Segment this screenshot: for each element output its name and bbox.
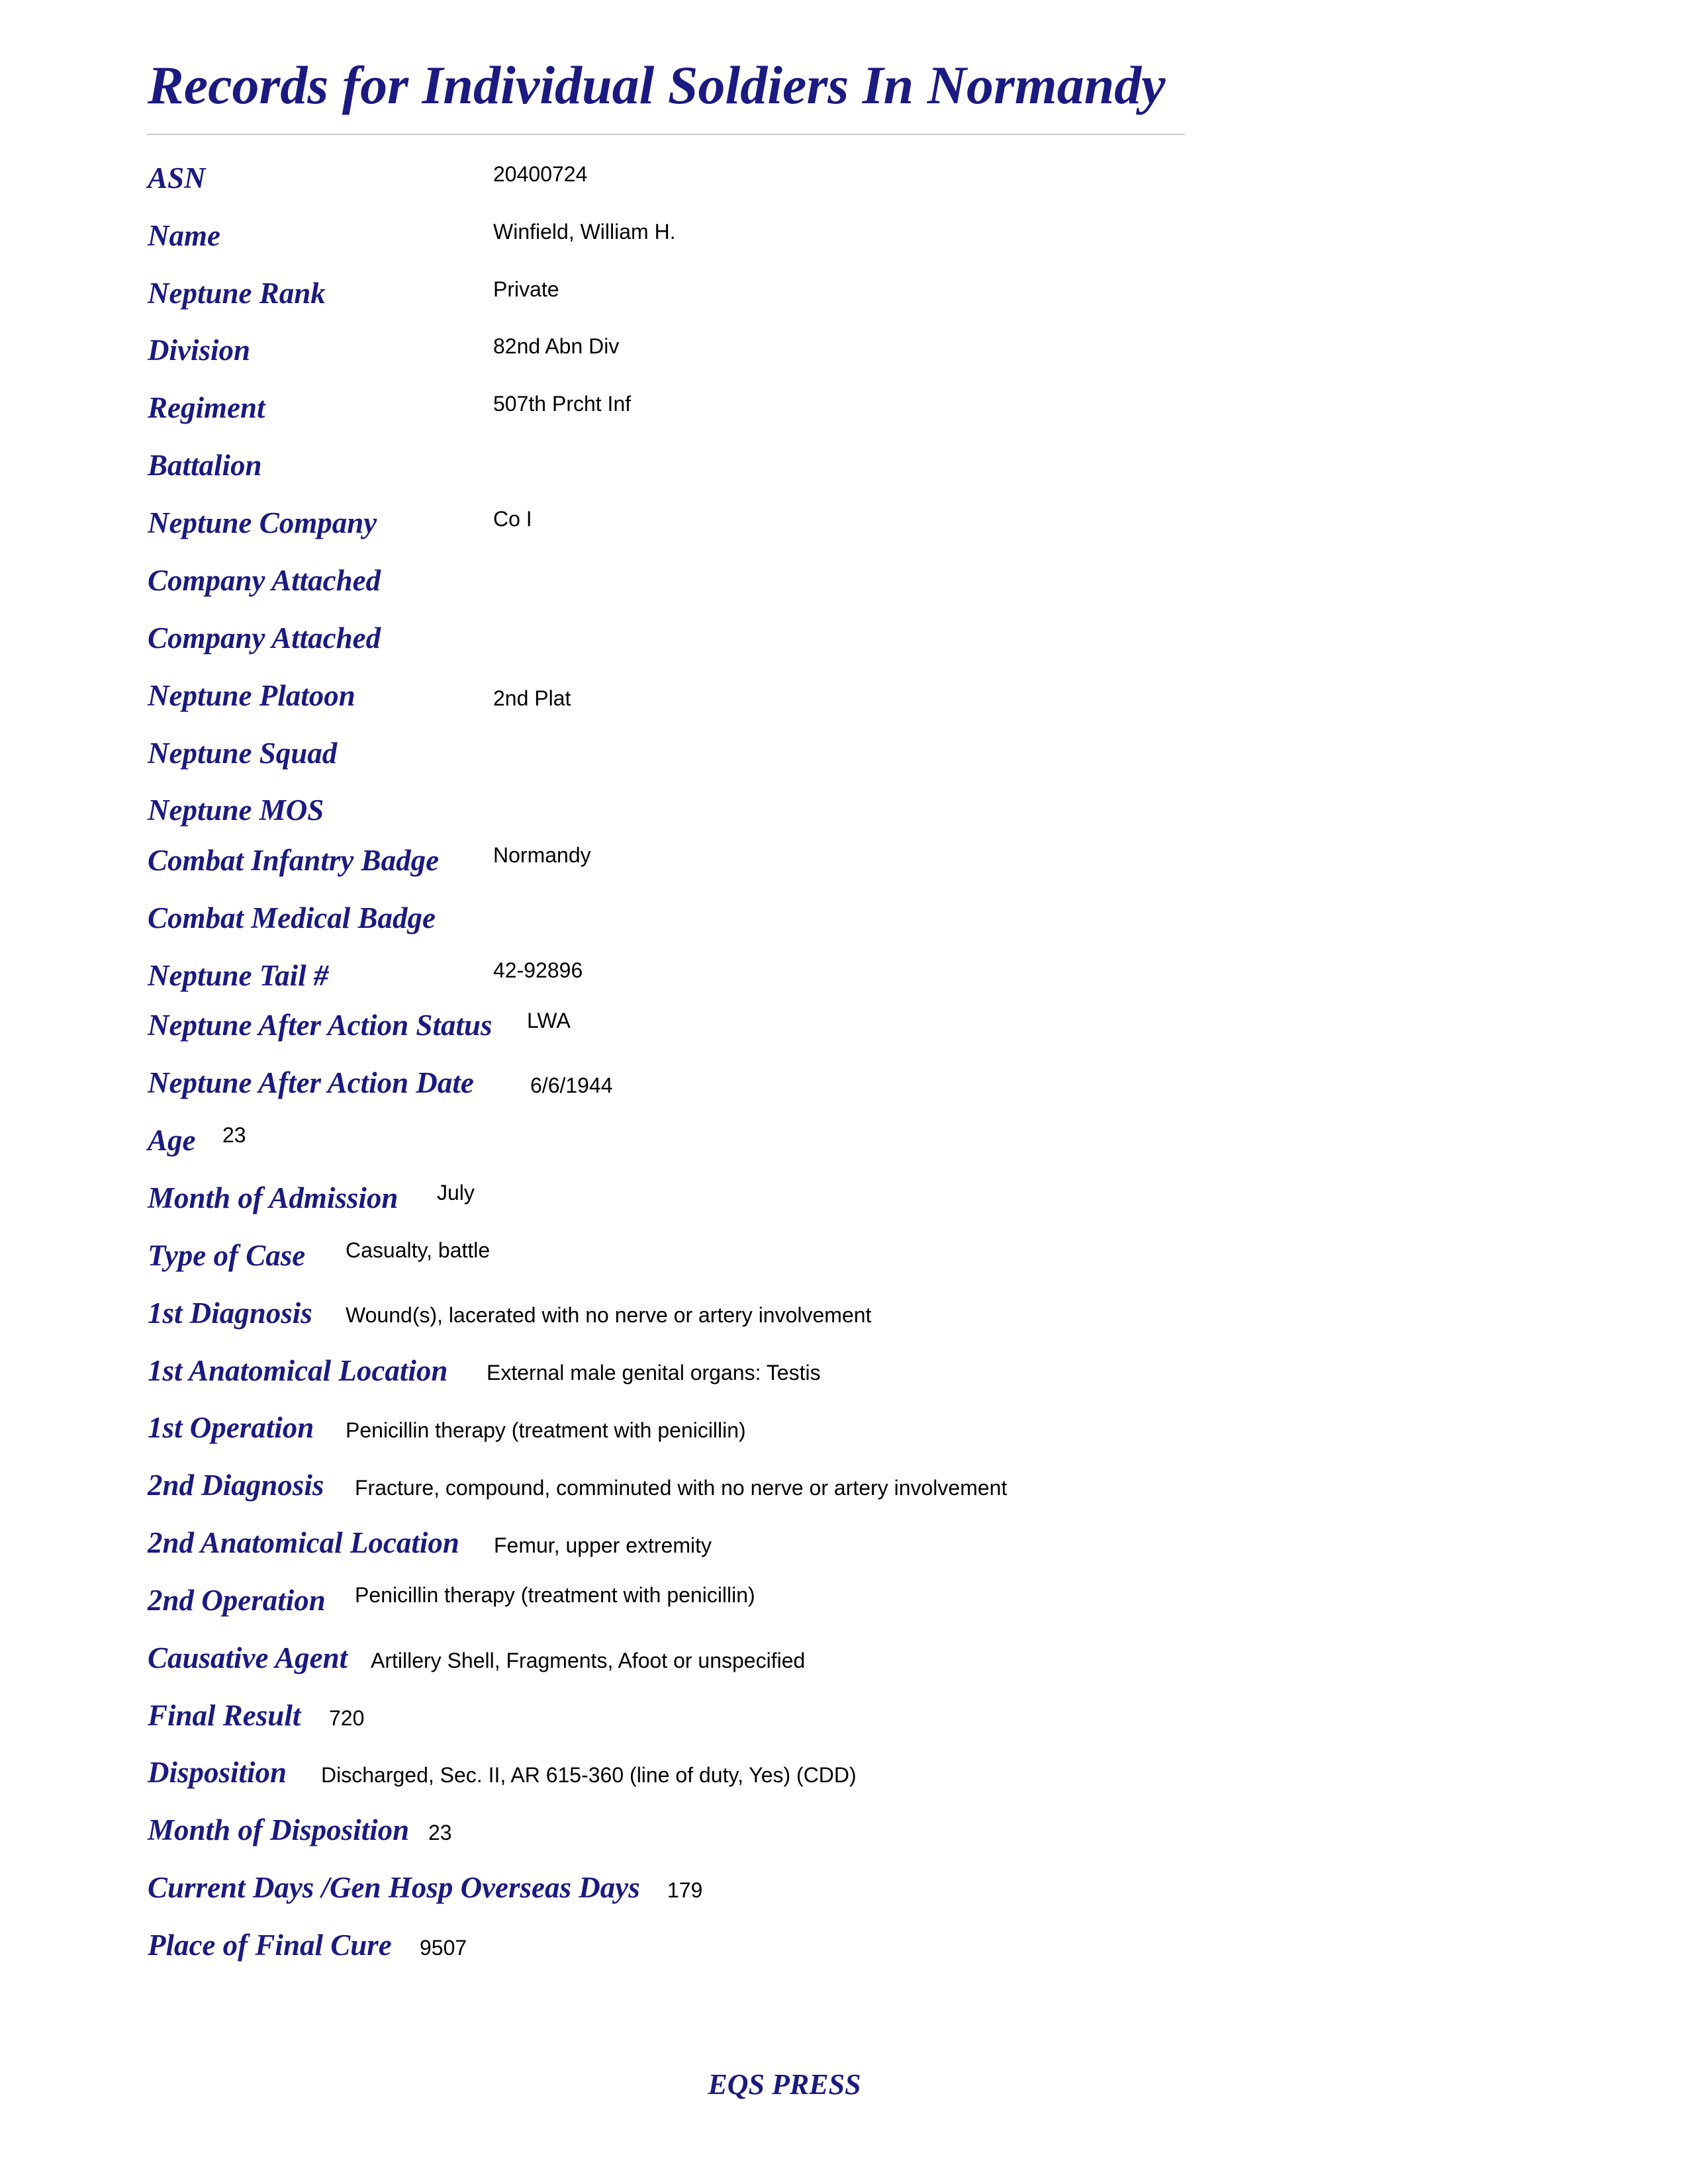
field-label-current-days: Current Days /Gen Hosp Overseas Days [148, 1871, 640, 1904]
field-value-neptune-company: Co I [493, 507, 532, 531]
field-label-month-of-admission: Month of Admission [148, 1181, 399, 1214]
field-value-combat-infantry-badge: Normandy [493, 843, 591, 867]
field-value-2nd-anatomical-location: Femur, upper extremity [494, 1533, 712, 1557]
field-value-name: Winfield, William H. [493, 220, 676, 244]
field-value-after-action-status: LWA [527, 1009, 571, 1032]
field-value-2nd-diagnosis: Fracture, compound, comminuted with no nerve or artery involvement [355, 1476, 1008, 1500]
field-label-place-of-final-cure: Place of Final Cure [148, 1929, 392, 1962]
title-divider [147, 134, 1185, 135]
page-title: Records for Individual Soldiers In Normandy [148, 55, 1166, 115]
field-value-place-of-final-cure: 9507 [420, 1936, 467, 1960]
field-label-regiment: Regiment [148, 391, 265, 424]
field-label-company-attached-2: Company Attached [148, 621, 381, 655]
field-label-type-of-case: Type of Case [148, 1239, 306, 1272]
field-value-1st-diagnosis: Wound(s), lacerated with no nerve or artery involvement [346, 1303, 872, 1327]
field-value-disposition: Discharged, Sec. II, AR 615-360 (line of duty, Yes) (CDD) [321, 1763, 857, 1787]
field-label-after-action-date: Neptune After Action Date [148, 1066, 474, 1099]
field-value-after-action-date: 6/6/1944 [530, 1073, 613, 1097]
footer-publisher: EQS PRESS [708, 2068, 861, 2101]
field-label-2nd-operation: 2nd Operation [148, 1584, 326, 1617]
field-label-neptune-rank: Neptune Rank [148, 277, 326, 310]
field-value-neptune-platoon: 2nd Plat [493, 686, 571, 710]
field-label-disposition: Disposition [148, 1756, 287, 1789]
field-value-neptune-tail-number: 42-92896 [493, 958, 583, 982]
field-label-battalion: Battalion [148, 449, 262, 482]
field-value-month-of-admission: July [437, 1181, 475, 1205]
field-value-age: 23 [222, 1123, 246, 1147]
field-label-after-action-status: Neptune After Action Status [148, 1009, 492, 1042]
field-label-month-of-disposition: Month of Disposition [148, 1813, 410, 1846]
field-label-combat-infantry-badge: Combat Infantry Badge [148, 844, 440, 877]
field-value-neptune-rank: Private [493, 277, 559, 301]
field-value-causative-agent: Artillery Shell, Fragments, Afoot or unspecified [371, 1649, 806, 1672]
field-label-2nd-diagnosis: 2nd Diagnosis [148, 1469, 324, 1502]
field-label-2nd-anatomical-location: 2nd Anatomical Location [148, 1526, 459, 1559]
field-value-division: 82nd Abn Div [493, 334, 620, 358]
field-label-1st-operation: 1st Operation [148, 1411, 314, 1444]
field-value-month-of-disposition: 23 [428, 1821, 452, 1844]
field-label-age: Age [148, 1124, 196, 1157]
field-label-name: Name [148, 219, 220, 252]
field-label-1st-diagnosis: 1st Diagnosis [148, 1297, 312, 1330]
field-label-neptune-squad: Neptune Squad [148, 737, 338, 770]
field-label-asn: ASN [148, 161, 206, 195]
field-label-causative-agent: Causative Agent [148, 1641, 348, 1674]
field-value-current-days: 179 [667, 1878, 703, 1902]
field-label-neptune-mos: Neptune MOS [148, 794, 324, 827]
field-label-combat-medical-badge: Combat Medical Badge [148, 901, 436, 934]
field-label-1st-anatomical-location: 1st Anatomical Location [148, 1354, 448, 1387]
field-value-type-of-case: Casualty, battle [346, 1238, 491, 1262]
field-value-final-result: 720 [329, 1706, 365, 1730]
field-label-neptune-tail-number: Neptune Tail # [148, 959, 329, 992]
field-value-2nd-operation: Penicillin therapy (treatment with penicillin) [355, 1583, 755, 1607]
field-label-neptune-company: Neptune Company [148, 506, 377, 539]
field-label-final-result: Final Result [148, 1699, 301, 1732]
field-label-neptune-platoon: Neptune Platoon [148, 679, 355, 712]
field-label-division: Division [148, 334, 251, 367]
field-value-1st-operation: Penicillin therapy (treatment with penicillin) [346, 1418, 746, 1442]
field-value-asn: 20400724 [493, 162, 588, 186]
field-value-1st-anatomical-location: External male genital organs: Testis [487, 1361, 821, 1385]
field-value-regiment: 507th Prcht Inf [493, 392, 632, 416]
field-label-company-attached: Company Attached [148, 564, 381, 597]
